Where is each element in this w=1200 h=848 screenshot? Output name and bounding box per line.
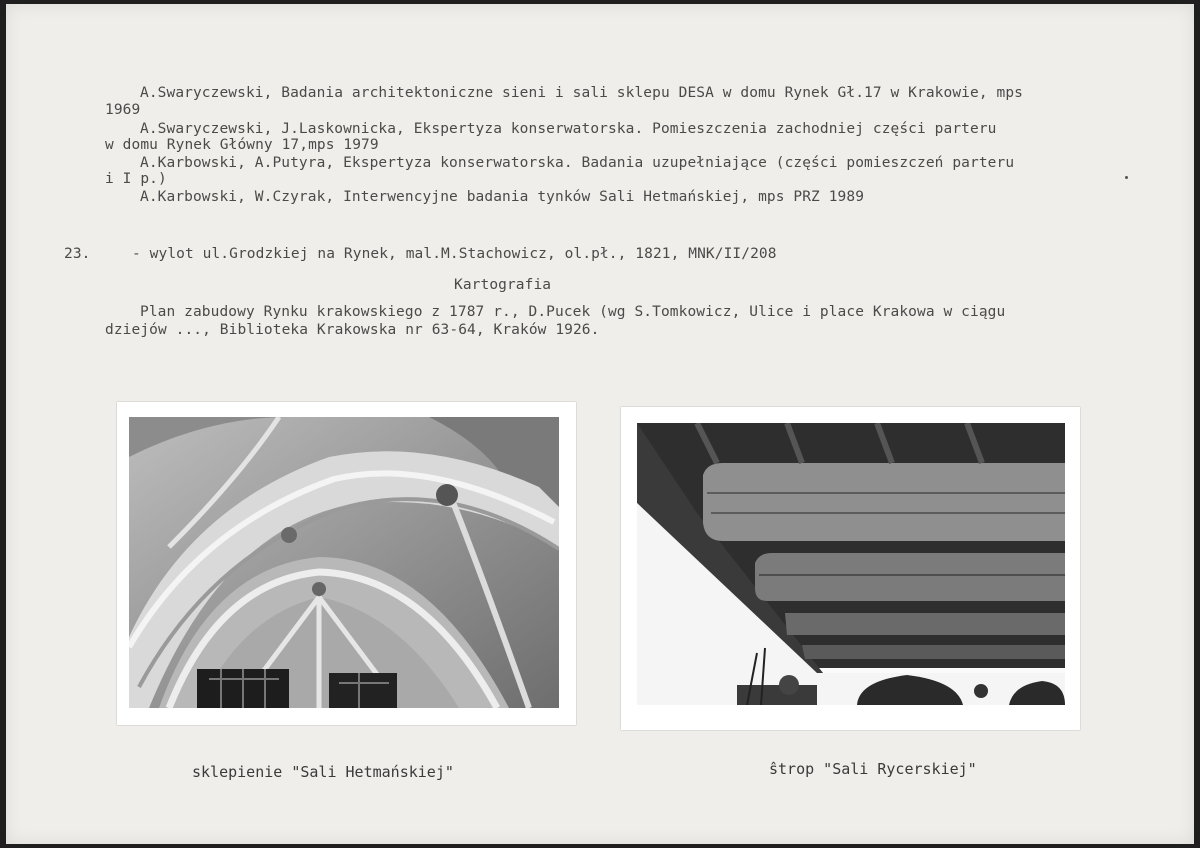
cartography-line: dziejów ..., Biblioteka Krakowska nr 63-64, Kraków 1926. (105, 322, 600, 338)
bibliography-line: i I p.) (105, 171, 167, 187)
section-heading: Kartografia (454, 277, 552, 293)
entry-number: 23. (64, 246, 91, 262)
vault-photo (117, 402, 576, 725)
cartography-line: Plan zabudowy Rynku krakowskiego z 1787 r., D.Pucek (wg S.Tomkowicz, Ulice i place Krakowa w ciągu (140, 304, 1006, 320)
bibliography-line: 1969 (105, 102, 141, 118)
bibliography-line: A.Karbowski, A.Putyra, Ekspertyza konserwatorska. Badania uzupełniające (części pomieszczeń parteru (140, 155, 1015, 171)
bibliography-line: A.Swaryczewski, Badania architektoniczne sieni i sali sklepu DESA w domu Rynek Gł.17 w Krakowie, mps (140, 85, 1023, 101)
ink-dot (1125, 176, 1128, 179)
vault-caption: sklepienie "Sali Hetmańskiej" (192, 763, 454, 781)
bibliography-line: A.Swaryczewski, J.Laskownicka, Ekspertyza konserwatorska. Pomieszczenia zachodniej części parteru (140, 121, 997, 137)
ceiling-photo (621, 407, 1080, 730)
vault-image (129, 417, 559, 708)
bibliography-line: w domu Rynek Główny 17,mps 1979 (105, 137, 379, 153)
document-sheet (6, 4, 1194, 844)
ceiling-image (637, 423, 1065, 705)
ceiling-caption: ŝtrop "Sali Rycerskiej" (769, 760, 977, 778)
entry-text: - wylot ul.Grodzkiej na Rynek, mal.M.Stachowicz, ol.pł., 1821, MNK/II/208 (132, 246, 777, 262)
bibliography-line: A.Karbowski, W.Czyrak, Interwencyjne badania tynków Sali Hetmańskiej, mps PRZ 1989 (140, 189, 865, 205)
